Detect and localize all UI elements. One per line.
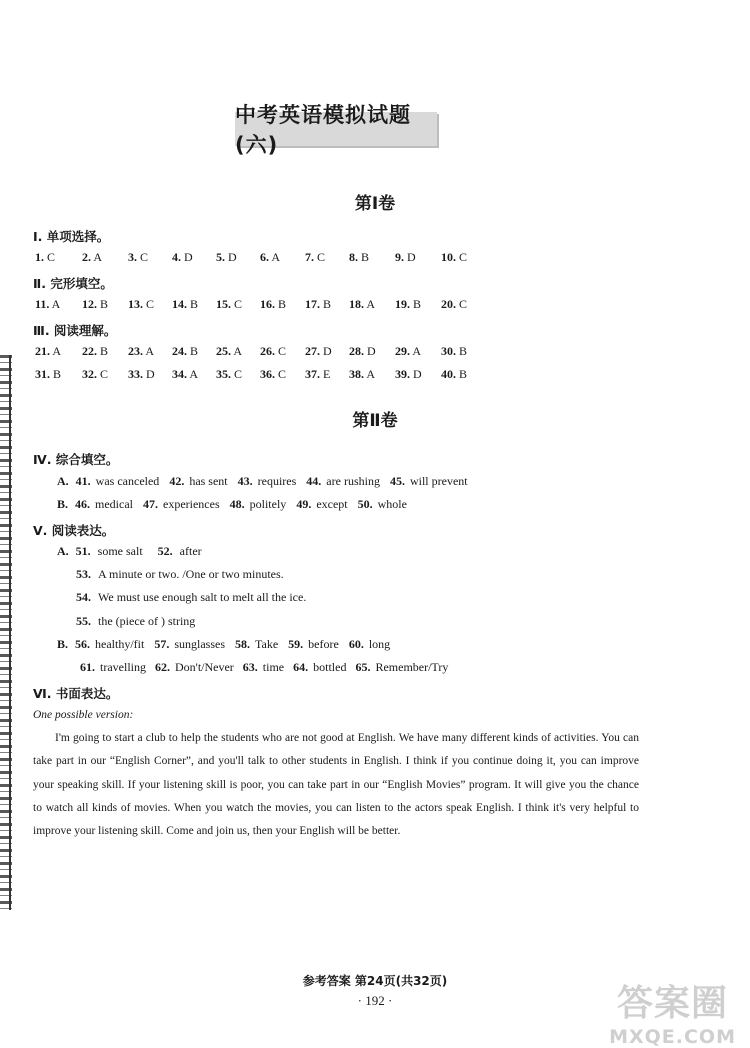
reading-a-label: A. [57,544,69,558]
answer-text: will prevent [409,474,468,488]
answer-item [441,250,467,265]
question-number: 5. [216,250,225,264]
question-number: 65. [355,660,371,674]
answer-letter: A [49,297,61,311]
footer-answer-page: 参考答案 第24页(共32页) [302,974,448,988]
question-number: 40. [441,367,456,381]
question-number: 42. [169,474,185,488]
reading-b-row-2 [76,660,448,675]
section-1-heading: Ⅰ. 单项选择。 [33,229,110,244]
answer-text: Take [255,637,279,651]
question-number: 18. [349,297,364,311]
q55-row [76,614,195,629]
question-number: 47. [143,497,158,511]
answer-letter: C [44,250,56,264]
question-number: 11. [35,297,50,311]
q51-number: 51. [75,544,91,558]
question-number: 28. [349,344,364,358]
answer-item [216,367,242,382]
q53-answer: A minute or two. /One or two minutes. [98,567,284,581]
answer-text: medical [95,497,133,511]
answer-letter: B [187,344,199,358]
answer-letter: B [50,367,62,381]
section-6-heading: Ⅵ. 书面表达。 [33,686,119,701]
watermark-logo [609,975,736,1048]
question-number: 4. [172,250,181,264]
question-number: 61. [80,660,95,674]
question-number: 57. [154,637,170,651]
question-number: 16. [260,297,275,311]
question-number: 44. [306,474,322,488]
answer-letter: A [364,297,376,311]
answer-letter: D [181,250,193,264]
question-number: 35. [216,367,231,381]
answer-letter: A [410,344,422,358]
question-number: 33. [128,367,143,381]
question-number: 43. [237,474,253,488]
answer-item [172,297,198,312]
answer-text: politely [249,497,287,511]
volume-2-heading: 第Ⅱ卷 [352,411,398,431]
answer-letter: B [97,344,109,358]
question-number: 56. [75,637,91,651]
answer-letter: C [456,250,468,264]
question-number: 41. [75,474,91,488]
answer-item [172,250,193,265]
answer-letter: C [231,367,243,381]
answer-item [128,250,148,265]
answer-letter: A [187,367,199,381]
fill-a-items [72,474,468,488]
answer-item [305,250,325,265]
question-number: 36. [260,367,275,381]
question-number: 20. [441,297,456,311]
answer-letter: D [410,367,422,381]
question-number: 49. [296,497,312,511]
answer-item [35,367,61,382]
fill-b-items [71,497,407,511]
answer-item [82,344,108,359]
answer-text: sunglasses [174,637,226,651]
essay-paragraph: I'm going to start a club to help the students who are not good at English. We have many different kinds of activities. You can take part in our “English Corner”, and you'll talk to other students in English. I think if you continue doing it, you can improve your speaking skill. If your listening skill is poor, you can take part in our “English Movies” program. It will give you the chance to watch all kinds of movies. When you watch the movies, you can listen to the actors speak English. I think it's very helpful to improve your listening skill. Come and join us, then your English will be better. [33,732,639,838]
question-number: 21. [35,344,50,358]
reading-b-row-1 [57,637,390,652]
question-number: 62. [154,660,170,674]
answer-text: except [316,497,348,511]
essay-label: One possible version: [33,709,134,721]
answer-item [128,344,154,359]
answer-item [260,250,280,265]
question-number: 29. [395,344,410,358]
answer-letter: D [225,250,237,264]
watermark-top-text: 答案圈 [617,983,729,1024]
question-number: 63. [242,660,258,674]
q52-number: 52. [157,544,173,558]
answer-item [349,250,369,265]
question-number: 14. [172,297,187,311]
answer-item [172,367,198,382]
answer-item [260,367,286,382]
question-number: 15. [216,297,231,311]
section-4-heading: Ⅳ. 综合填空。 [33,452,119,467]
fill-row-b [57,497,407,512]
answer-item [260,297,286,312]
answer-letter: E [320,367,331,381]
fill-row-a [57,474,468,489]
answer-item [128,297,154,312]
answer-item [260,344,286,359]
answer-letter: B [410,297,422,311]
question-number: 1. [35,250,44,264]
q53-row [76,567,284,582]
answer-item [128,367,155,382]
answer-text: experiences [163,497,220,511]
answer-item [305,367,330,382]
question-number: 17. [305,297,320,311]
reading-a-row [57,544,202,559]
answer-letter: B [358,250,370,264]
answer-text: bottled [313,660,347,674]
q55-answer: the (piece of ) string [98,614,196,628]
q54-number: 54. [76,590,91,604]
answer-item [82,297,108,312]
answer-item [216,344,242,359]
question-number: 27. [305,344,320,358]
answer-item [305,297,331,312]
answer-item [395,367,422,382]
answer-letter: B [275,297,287,311]
watermark-bottom-text: MXQE.COM [609,1026,736,1048]
binding-edge-line [9,355,11,910]
question-number: 32. [82,367,97,381]
answer-text: Don't/Never [174,660,234,674]
answer-letter: A [269,250,281,264]
answer-item [82,250,102,265]
answer-item [441,344,467,359]
answer-letter: B [97,297,109,311]
answer-letter: A [364,367,376,381]
reading-b-label: B. [57,637,69,651]
question-number: 24. [172,344,187,358]
question-number: 22. [82,344,97,358]
answer-letter: D [364,344,376,358]
answer-letter: D [143,367,155,381]
section-5-heading: Ⅴ. 阅读表达。 [33,523,115,538]
answer-item [172,344,198,359]
answer-letter: C [143,297,155,311]
answer-item [35,250,55,265]
question-number: 10. [441,250,456,264]
answer-letter: A [50,344,62,358]
question-number: 46. [75,497,91,511]
answer-letter: B [456,344,468,358]
answer-letter: A [231,344,243,358]
answer-item [305,344,332,359]
q54-answer: We must use enough salt to melt all the ice. [98,590,307,604]
answer-item [349,344,376,359]
answer-letter: C [275,344,287,358]
title-banner [235,103,437,157]
fill-b-label: B. [57,497,69,511]
answer-letter: D [320,344,332,358]
question-number: 9. [395,250,404,264]
answer-item [349,297,375,312]
answer-letter: C [137,250,149,264]
question-number: 45. [389,474,405,488]
answer-item [441,297,467,312]
question-number: 38. [349,367,364,381]
volume-1-heading: 第Ⅰ卷 [354,194,396,214]
question-number: 60. [348,637,364,651]
answer-text: healthy/fit [95,637,145,651]
question-number: 12. [82,297,97,311]
answer-letter: A [143,344,155,358]
answer-text: time [262,660,285,674]
answer-item [395,250,416,265]
answer-letter: C [275,367,287,381]
answer-letter: B [187,297,199,311]
answer-text: travelling [100,660,146,674]
question-number: 39. [395,367,410,381]
answer-letter: A [91,250,103,264]
answer-item [395,344,421,359]
question-number: 30. [441,344,456,358]
question-number: 6. [260,250,269,264]
question-number: 59. [288,637,304,651]
answer-text: whole [377,497,407,511]
answer-text: has sent [189,474,228,488]
page-number: · 192 · [357,993,393,1008]
question-number: 34. [172,367,187,381]
question-number: 50. [357,497,373,511]
answer-text: Remember/Try [375,660,449,674]
q51-answer: some salt [97,544,143,558]
question-number: 37. [305,367,320,381]
question-number: 8. [349,250,358,264]
question-number: 19. [395,297,410,311]
q55-number: 55. [76,614,91,628]
question-number: 13. [128,297,143,311]
answer-item [35,297,60,312]
answer-text: was canceled [95,474,160,488]
q54-row [76,590,306,605]
answer-item [349,367,375,382]
question-number: 64. [293,660,309,674]
page-title: 中考英语模拟试题(六) [235,103,411,157]
answer-item [35,344,61,359]
question-number: 48. [229,497,245,511]
section-2-heading: Ⅱ. 完形填空。 [33,276,113,291]
answer-text: before [308,637,339,651]
question-number: 26. [260,344,275,358]
answer-letter: C [456,297,468,311]
reading-b1-items [71,637,390,651]
answer-text: requires [257,474,297,488]
question-number: 31. [35,367,50,381]
answer-item [216,250,237,265]
question-number: 25. [216,344,231,358]
answer-text: long [368,637,391,651]
question-number: 2. [82,250,91,264]
answer-item [441,367,467,382]
question-number: 23. [128,344,143,358]
question-number: 3. [128,250,137,264]
answer-item [82,367,108,382]
question-number: 58. [235,637,251,651]
reading-b2-items [76,660,448,674]
answer-letter: D [404,250,416,264]
q52-answer: after [179,544,202,558]
answer-text: are rushing [326,474,380,488]
answer-item [395,297,421,312]
answer-item [216,297,242,312]
fill-a-label: A. [57,474,69,488]
answer-letter: C [97,367,109,381]
answer-letter: B [456,367,468,381]
q53-number: 53. [76,567,91,581]
section-3-heading: Ⅲ. 阅读理解。 [33,323,117,338]
answer-letter: C [231,297,243,311]
answer-letter: C [314,250,326,264]
answer-letter: B [320,297,332,311]
question-number: 7. [305,250,314,264]
